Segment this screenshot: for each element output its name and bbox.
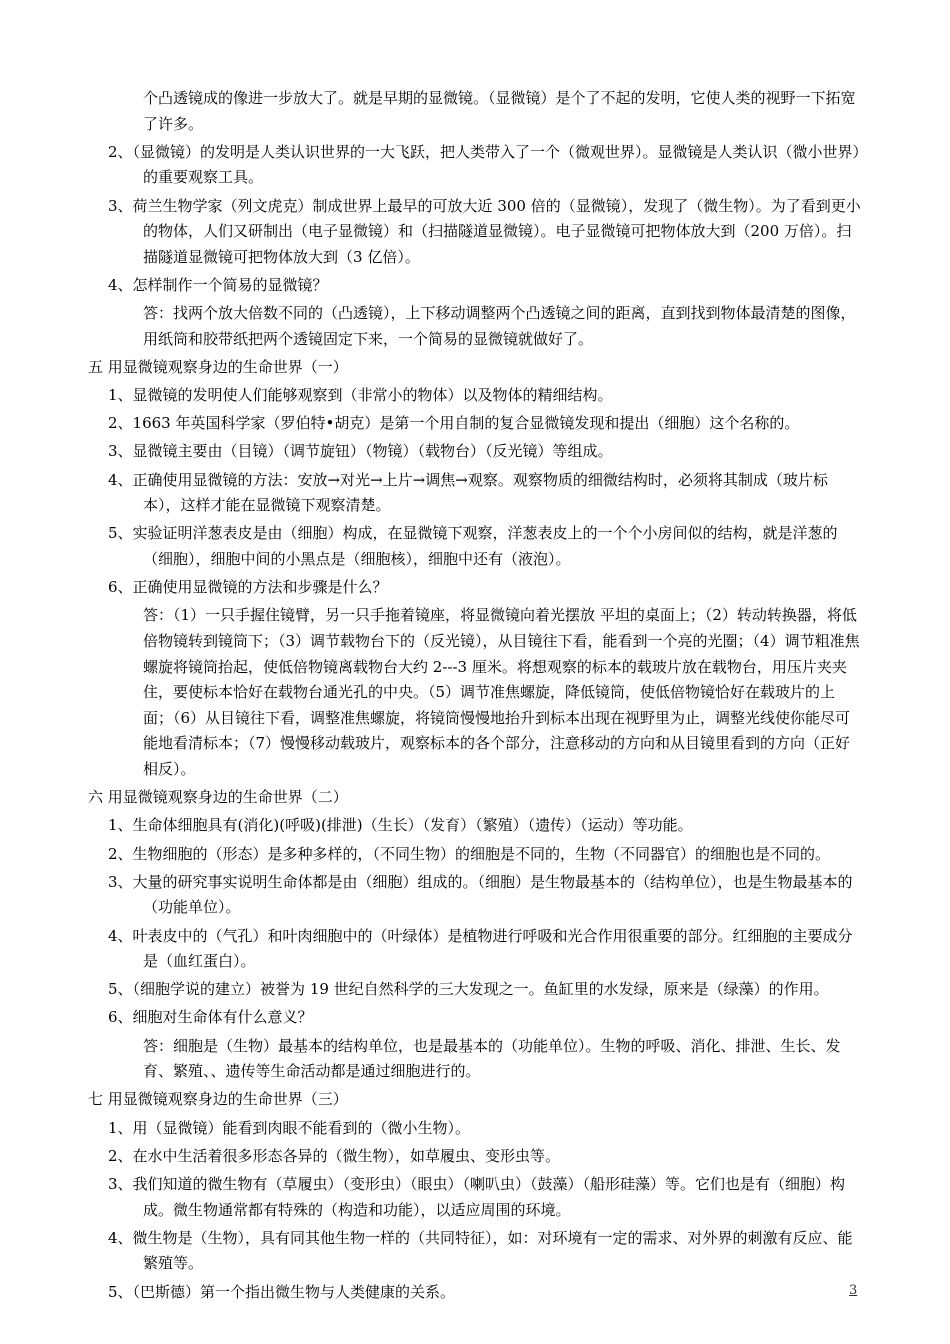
list-item: 4、正确使用显微镜的方法：安放→对光→上片→调焦→观察。观察物质的细微结构时，必须将其制成（玻片标本），这样才能在显微镜下观察清楚。 xyxy=(108,470,828,515)
list-item: 2、（显微镜）的发明是人类认识世界的一大飞跃，把人类带入了一个（微观世界）。显微镜是人类认识（微小世界）的重要观察工具。 xyxy=(108,142,861,187)
list-item: 4、叶表皮中的（气孔）和叶肉细胞中的（叶绿体）是植物进行呼吸和光合作用很重要的部分。红细胞的主要成分是（血红蛋白）。 xyxy=(108,926,853,971)
continuation-paragraph: 个凸透镜成的像进一步放大了。就是早期的显微镜。（显微镜）是个了不起的发明，它使人类的视野一下拓宽了许多。 xyxy=(143,89,856,133)
list-item: 6、细胞对生命体有什么意义？ xyxy=(108,1008,313,1027)
section-heading: 五 用显微镜观察身边的生命世界（一） xyxy=(88,357,348,376)
list-item: 5、（巴斯德）第一个指出微生物与人类健康的关系。 xyxy=(108,1282,456,1301)
answer-paragraph: 答：细胞是（生物）最基本的结构单位，也是最基本的（功能单位）。生物的呼吸、消化、排泄、生长、发育、繁殖、、遗传等生命活动都是通过细胞进行的。 xyxy=(143,1036,841,1081)
list-item: 3、显微镜主要由（目镜）（调节旋钮）（物镜）（载物台）（反光镜）等组成。 xyxy=(108,442,613,461)
list-item: 2、1663 年英国科学家（罗伯特•胡克）是第一个用自制的复合显微镜发现和提出（细胞）这个名称的。 xyxy=(108,414,800,433)
section-heading: 六 用显微镜观察身边的生命世界（二） xyxy=(88,788,348,807)
document-body xyxy=(88,86,864,1308)
page-number: 3 xyxy=(849,1283,858,1298)
list-item: 3、大量的研究事实说明生命体都是由（细胞）组成的。（细胞）是生物最基本的（结构单位），也是生物最基本的（功能单位）。 xyxy=(108,872,853,917)
list-item: 2、在水中生活着很多形态各异的（微生物），如草履虫、变形虫等。 xyxy=(108,1146,561,1165)
answer-paragraph: 答：（1）一只手握住镜臂，另一只手拖着镜座，将显微镜向着光摆放 平坦的桌面上；（2）转动转换器，将低倍物镜转到镜筒下；（3）调节载物台下的（反光镜），从目镜往下看，能看到一个亮的光圈；（4）调节粗准焦螺旋将镜筒抬起，使低倍物镜离载物台大约 2---3 厘米。将想观察的标本的载玻片放在载物台，用压片夹夹住，要使标本恰好在载物台通光孔的中央。（5）调节准焦螺旋，降低镜筒，使低倍物镜恰好在载玻片的上面；（6）从目镜往下看，调整准焦螺旋，将镜筒慢慢地抬升到标本出现在视野里为止，调整光线使你能尽可能地看清标本；（7）慢慢移动载玻片，观察标本的各个部分，注意移动的方向和从目镜里看到的方向（正好相反）。 xyxy=(143,606,860,778)
list-item: 4、怎样制作一个简易的显微镜？ xyxy=(108,275,328,294)
answer-paragraph: 答：找两个放大倍数不同的（凸透镜），上下移动调整两个凸透镜之间的距离，直到找到物体最清楚的图像，用纸筒和胶带纸把两个透镜固定下来，一个简易的显微镜就做好了。 xyxy=(143,304,856,348)
list-item: 5、实验证明洋葱表皮是由（细胞）构成，在显微镜下观察，洋葱表皮上的一个个小房间似的结构，就是洋葱的（细胞），细胞中间的小黑点是（细胞核），细胞中还有（液泡）。 xyxy=(108,524,838,569)
list-item: 3、我们知道的微生物有（草履虫）（变形虫）（眼虫）（喇叭虫）（鼓藻）（船形硅藻）等。它们也是有（细胞）构成。微生物通常都有特殊的（构造和功能），以适应周围的环境。 xyxy=(108,1175,846,1219)
list-item: 5、（细胞学说的建立）被誉为 19 世纪自然科学的三大发现之一。鱼缸里的水发绿，原来是（绿藻）的作用。 xyxy=(108,980,829,999)
list-item: 1、显微镜的发明使人们能够观察到（非常小的物体）以及物体的精细结构。 xyxy=(108,386,613,405)
list-item: 1、用（显微镜）能看到肉眼不能看到的（微小生物）。 xyxy=(108,1118,471,1137)
section-heading: 七 用显微镜观察身边的生命世界（三） xyxy=(88,1090,348,1109)
list-item: 6、正确使用显微镜的方法和步骤是什么？ xyxy=(108,578,388,597)
list-item: 1、生命体细胞具有(消化)(呼吸)(排泄)（生长）（发育）（繁殖）（遗传）（运动）等功能。 xyxy=(108,816,693,835)
list-item: 4、微生物是（生物），具有同其他生物一样的（共同特征），如：对环境有一定的需求、对外界的刺激有反应、能繁殖等。 xyxy=(108,1228,853,1273)
list-item: 2、生物细胞的（形态）是多种多样的，（不同生物）的细胞是不同的，生物（不同器官）的细胞也是不同的。 xyxy=(108,844,831,863)
list-item: 3、荷兰生物学家（列文虎克）制成世界上最早的可放大近 300 倍的（显微镜），发现了（微生物）。为了看到更小的物体，人们又研制出（电子显微镜）和（扫描隧道显微镜）。电子显微镜可把物体放大到（200 万倍）。扫描隧道显微镜可把物体放大到（3 亿倍）。 xyxy=(108,196,861,266)
